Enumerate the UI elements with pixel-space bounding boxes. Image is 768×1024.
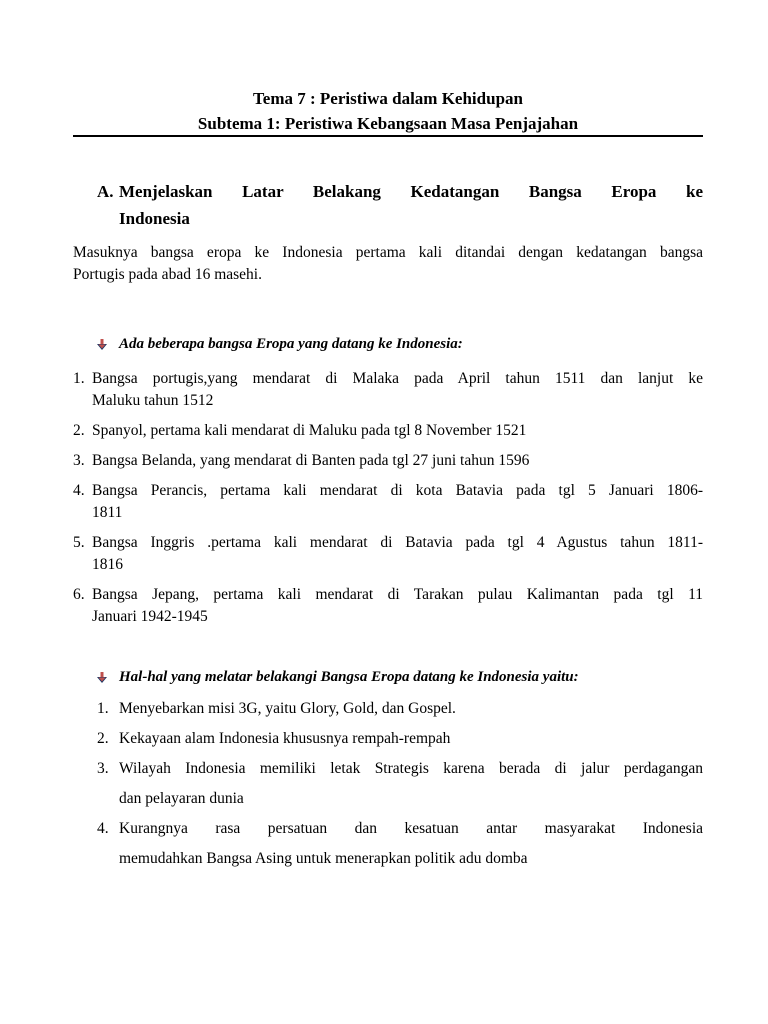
list-item — [73, 450, 703, 472]
list-item-number: 2. — [73, 422, 85, 439]
section-a-heading-line2: Indonesia — [119, 209, 190, 228]
list-item-number: 3. — [97, 760, 109, 777]
list-item-number: 4. — [97, 820, 109, 837]
list-item-line1: Bangsa Jepang, pertama kali mendarat di Tarakan pulau Kalimantan pada tgl 11 — [92, 586, 703, 603]
list-item — [97, 754, 703, 814]
list-item-line2: 1811 — [92, 504, 123, 521]
list-item-line1: Menyebarkan misi 3G, yaitu Glory, Gold, dan Gospel. — [119, 700, 456, 717]
list-item-line1: Kurangnya rasa persatuan dan kesatuan antar masyarakat Indonesia — [119, 820, 703, 837]
reasons-subheading-label: Hal-hal yang melatar belakangi Bangsa Eropa datang ke Indonesia yaitu: — [119, 669, 579, 685]
intro-line2: Portugis pada abad 16 masehi. — [73, 266, 262, 283]
list-item-line2: Januari 1942-1945 — [92, 608, 208, 625]
intro-line1: Masuknya bangsa eropa ke Indonesia pertama kali ditandai dengan kedatangan bangsa — [73, 244, 703, 261]
list-item-number: 4. — [73, 482, 85, 499]
list-item-line2: dan pelayaran dunia — [119, 790, 244, 807]
section-a-marker: A. — [97, 182, 114, 201]
title-divider — [73, 135, 703, 137]
list-item-number: 1. — [97, 700, 109, 717]
nations-subheading-label: Ada beberapa bangsa Eropa yang datang ke Indonesia: — [119, 336, 463, 352]
section-a-heading — [97, 178, 703, 232]
arrow-down-bullet-icon — [97, 672, 107, 684]
list-item-line2: memudahkan Bangsa Asing untuk menerapkan politik adu domba — [119, 850, 528, 867]
nations-subheading — [97, 333, 463, 355]
section-a-heading-text — [119, 178, 703, 232]
list-item — [73, 480, 703, 524]
list-item — [97, 814, 703, 874]
list-item — [73, 532, 703, 576]
list-item-line1: Bangsa Belanda, yang mendarat di Banten pada tgl 27 juni tahun 1596 — [92, 452, 530, 469]
list-item — [73, 420, 703, 442]
list-item-number: 1. — [73, 370, 85, 387]
reasons-subheading — [97, 666, 579, 688]
list-item — [73, 584, 703, 628]
nations-list — [73, 368, 703, 628]
section-a-intro — [73, 242, 703, 286]
list-item-line1: Spanyol, pertama kali mendarat di Maluku pada tgl 8 November 1521 — [92, 422, 527, 439]
section-a-heading-line1: Menjelaskan Latar Belakang Kedatangan Bangsa Eropa ke — [119, 182, 703, 201]
list-item-line2: 1816 — [92, 556, 123, 573]
list-item-number: 6. — [73, 586, 85, 603]
list-item-number: 2. — [97, 730, 109, 747]
list-item — [73, 368, 703, 412]
list-item — [97, 724, 703, 754]
page-title: Tema 7 : Peristiwa dalam Kehidupan — [253, 89, 523, 108]
arrow-down-bullet-icon — [97, 339, 107, 351]
list-item-line2: Maluku tahun 1512 — [92, 392, 214, 409]
list-item-number: 5. — [73, 534, 85, 551]
list-item-number: 3. — [73, 452, 85, 469]
list-item-line1: Kekayaan alam Indonesia khususnya rempah-rempah — [119, 730, 451, 747]
list-item-line1: Bangsa Inggris .pertama kali mendarat di Batavia pada tgl 4 Agustus tahun 1811- — [92, 534, 703, 551]
list-item — [97, 694, 703, 724]
list-item-line1: Bangsa portugis,yang mendarat di Malaka pada April tahun 1511 dan lanjut ke — [92, 370, 703, 387]
page-subtitle: Subtema 1: Peristiwa Kebangsaan Masa Penjajahan — [197, 114, 579, 133]
list-item-line1: Wilayah Indonesia memiliki letak Strategis karena berada di jalur perdagangan — [119, 760, 703, 777]
list-item-line1: Bangsa Perancis, pertama kali mendarat di kota Batavia pada tgl 5 Januari 1806- — [92, 482, 703, 499]
reasons-list — [97, 694, 703, 874]
